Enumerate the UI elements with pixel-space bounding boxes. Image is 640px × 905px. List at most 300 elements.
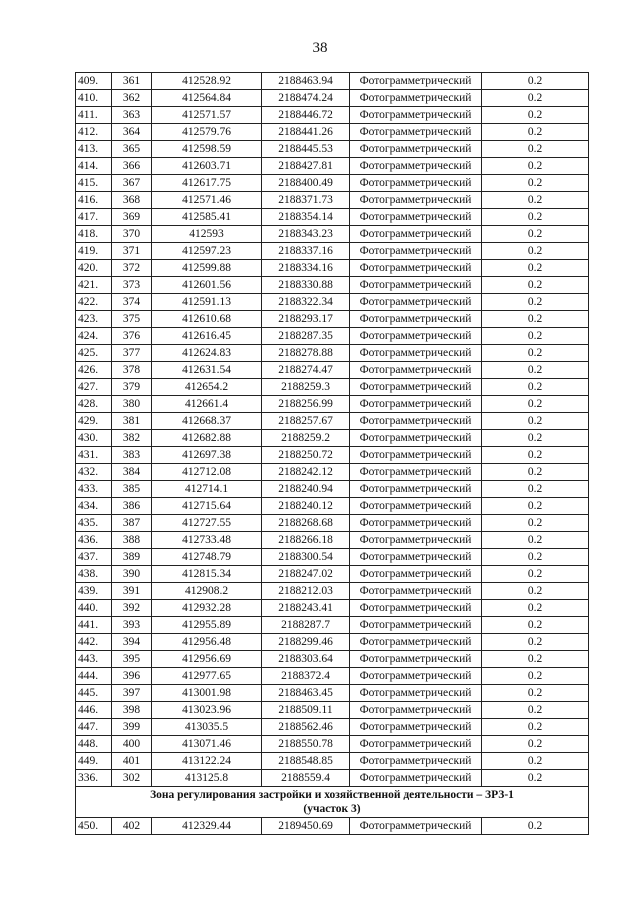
x-coordinate-cell: 412603.71 bbox=[152, 158, 262, 175]
row-number-cell: 427. bbox=[76, 379, 112, 396]
table-row bbox=[76, 736, 589, 753]
table-row bbox=[76, 702, 589, 719]
x-coordinate-cell: 412908.2 bbox=[152, 583, 262, 600]
x-coordinate-cell: 412593 bbox=[152, 226, 262, 243]
y-coordinate-cell: 2188259.3 bbox=[262, 379, 350, 396]
table-row bbox=[76, 413, 589, 430]
row-number-cell: 445. bbox=[76, 685, 112, 702]
row-number-cell: 418. bbox=[76, 226, 112, 243]
method-cell: Фотограмметрический bbox=[350, 498, 482, 515]
x-coordinate-cell: 412932.28 bbox=[152, 600, 262, 617]
y-coordinate-cell: 2188293.17 bbox=[262, 311, 350, 328]
x-coordinate-cell: 412585.41 bbox=[152, 209, 262, 226]
y-coordinate-cell: 2188240.12 bbox=[262, 498, 350, 515]
x-coordinate-cell: 412624.83 bbox=[152, 345, 262, 362]
method-cell: Фотограмметрический bbox=[350, 345, 482, 362]
point-number-cell: 374 bbox=[112, 294, 152, 311]
zone-title bbox=[76, 787, 589, 818]
row-number-cell: 416. bbox=[76, 192, 112, 209]
point-number-cell: 370 bbox=[112, 226, 152, 243]
table-row bbox=[76, 719, 589, 736]
accuracy-cell: 0.2 bbox=[482, 685, 589, 702]
row-number-cell: 429. bbox=[76, 413, 112, 430]
method-cell: Фотограмметрический bbox=[350, 617, 482, 634]
method-cell: Фотограмметрический bbox=[350, 447, 482, 464]
table-row bbox=[76, 73, 589, 90]
accuracy-cell: 0.2 bbox=[482, 294, 589, 311]
row-number-cell: 447. bbox=[76, 719, 112, 736]
point-number-cell: 394 bbox=[112, 634, 152, 651]
method-cell: Фотограмметрический bbox=[350, 362, 482, 379]
accuracy-cell: 0.2 bbox=[482, 141, 589, 158]
y-coordinate-cell: 2188427.81 bbox=[262, 158, 350, 175]
table-row bbox=[76, 175, 589, 192]
y-coordinate-cell: 2188278.88 bbox=[262, 345, 350, 362]
method-cell: Фотограмметрический bbox=[350, 243, 482, 260]
table-row bbox=[76, 328, 589, 345]
point-number-cell: 375 bbox=[112, 311, 152, 328]
point-number-cell: 386 bbox=[112, 498, 152, 515]
x-coordinate-cell: 412748.79 bbox=[152, 549, 262, 566]
accuracy-cell: 0.2 bbox=[482, 379, 589, 396]
y-coordinate-cell: 2188266.18 bbox=[262, 532, 350, 549]
point-number-cell: 387 bbox=[112, 515, 152, 532]
x-coordinate-cell: 413035.5 bbox=[152, 719, 262, 736]
row-number-cell: 438. bbox=[76, 566, 112, 583]
y-coordinate-cell: 2188322.34 bbox=[262, 294, 350, 311]
x-coordinate-cell: 412815.34 bbox=[152, 566, 262, 583]
point-number-cell: 388 bbox=[112, 532, 152, 549]
point-number-cell: 382 bbox=[112, 430, 152, 447]
point-number-cell: 373 bbox=[112, 277, 152, 294]
x-coordinate-cell: 412329.44 bbox=[152, 818, 262, 835]
y-coordinate-cell: 2188372.4 bbox=[262, 668, 350, 685]
x-coordinate-cell: 413023.96 bbox=[152, 702, 262, 719]
table-row bbox=[76, 549, 589, 566]
accuracy-cell: 0.2 bbox=[482, 277, 589, 294]
table-row bbox=[76, 158, 589, 175]
table-row bbox=[76, 685, 589, 702]
x-coordinate-cell: 412591.13 bbox=[152, 294, 262, 311]
x-coordinate-cell: 413071.46 bbox=[152, 736, 262, 753]
y-coordinate-cell: 2188562.46 bbox=[262, 719, 350, 736]
row-number-cell: 434. bbox=[76, 498, 112, 515]
x-coordinate-cell: 412956.69 bbox=[152, 651, 262, 668]
y-coordinate-cell: 2188243.41 bbox=[262, 600, 350, 617]
x-coordinate-cell: 412610.68 bbox=[152, 311, 262, 328]
method-cell: Фотограмметрический bbox=[350, 566, 482, 583]
accuracy-cell: 0.2 bbox=[482, 124, 589, 141]
table-row bbox=[76, 294, 589, 311]
accuracy-cell: 0.2 bbox=[482, 413, 589, 430]
row-number-cell: 439. bbox=[76, 583, 112, 600]
accuracy-cell: 0.2 bbox=[482, 260, 589, 277]
row-number-cell: 425. bbox=[76, 345, 112, 362]
row-number-cell: 440. bbox=[76, 600, 112, 617]
coordinates-table-body-after-zone bbox=[76, 818, 589, 835]
table-row bbox=[76, 447, 589, 464]
accuracy-cell: 0.2 bbox=[482, 719, 589, 736]
x-coordinate-cell: 412579.76 bbox=[152, 124, 262, 141]
table-row bbox=[76, 634, 589, 651]
point-number-cell: 398 bbox=[112, 702, 152, 719]
y-coordinate-cell: 2188212.03 bbox=[262, 583, 350, 600]
accuracy-cell: 0.2 bbox=[482, 498, 589, 515]
accuracy-cell: 0.2 bbox=[482, 311, 589, 328]
accuracy-cell: 0.2 bbox=[482, 107, 589, 124]
accuracy-cell: 0.2 bbox=[482, 447, 589, 464]
x-coordinate-cell: 412733.48 bbox=[152, 532, 262, 549]
table-row bbox=[76, 583, 589, 600]
row-number-cell: 430. bbox=[76, 430, 112, 447]
accuracy-cell: 0.2 bbox=[482, 328, 589, 345]
x-coordinate-cell: 412564.84 bbox=[152, 90, 262, 107]
y-coordinate-cell: 2188240.94 bbox=[262, 481, 350, 498]
row-number-cell: 409. bbox=[76, 73, 112, 90]
point-number-cell: 384 bbox=[112, 464, 152, 481]
table-row bbox=[76, 362, 589, 379]
accuracy-cell: 0.2 bbox=[482, 396, 589, 413]
x-coordinate-cell: 413001.98 bbox=[152, 685, 262, 702]
point-number-cell: 302 bbox=[112, 770, 152, 787]
x-coordinate-cell: 412597.23 bbox=[152, 243, 262, 260]
point-number-cell: 366 bbox=[112, 158, 152, 175]
table-row bbox=[76, 226, 589, 243]
point-number-cell: 392 bbox=[112, 600, 152, 617]
point-number-cell: 364 bbox=[112, 124, 152, 141]
method-cell: Фотограмметрический bbox=[350, 158, 482, 175]
row-number-cell: 443. bbox=[76, 651, 112, 668]
method-cell: Фотограмметрический bbox=[350, 260, 482, 277]
method-cell: Фотограмметрический bbox=[350, 107, 482, 124]
point-number-cell: 361 bbox=[112, 73, 152, 90]
method-cell: Фотограмметрический bbox=[350, 73, 482, 90]
point-number-cell: 381 bbox=[112, 413, 152, 430]
row-number-cell: 424. bbox=[76, 328, 112, 345]
row-number-cell: 432. bbox=[76, 464, 112, 481]
point-number-cell: 379 bbox=[112, 379, 152, 396]
method-cell: Фотограмметрический bbox=[350, 753, 482, 770]
y-coordinate-cell: 2188274.47 bbox=[262, 362, 350, 379]
method-cell: Фотограмметрический bbox=[350, 600, 482, 617]
method-cell: Фотограмметрический bbox=[350, 311, 482, 328]
accuracy-cell: 0.2 bbox=[482, 736, 589, 753]
y-coordinate-cell: 2188299.46 bbox=[262, 634, 350, 651]
accuracy-cell: 0.2 bbox=[482, 362, 589, 379]
y-coordinate-cell: 2188371.73 bbox=[262, 192, 350, 209]
point-number-cell: 362 bbox=[112, 90, 152, 107]
method-cell: Фотограмметрический bbox=[350, 668, 482, 685]
row-number-cell: 421. bbox=[76, 277, 112, 294]
y-coordinate-cell: 2188268.68 bbox=[262, 515, 350, 532]
row-number-cell: 435. bbox=[76, 515, 112, 532]
method-cell: Фотограмметрический bbox=[350, 685, 482, 702]
y-coordinate-cell: 2188550.78 bbox=[262, 736, 350, 753]
method-cell: Фотограмметрический bbox=[350, 634, 482, 651]
x-coordinate-cell: 412727.55 bbox=[152, 515, 262, 532]
y-coordinate-cell: 2188343.23 bbox=[262, 226, 350, 243]
point-number-cell: 399 bbox=[112, 719, 152, 736]
x-coordinate-cell: 412601.56 bbox=[152, 277, 262, 294]
y-coordinate-cell: 2188354.14 bbox=[262, 209, 350, 226]
accuracy-cell: 0.2 bbox=[482, 651, 589, 668]
point-number-cell: 380 bbox=[112, 396, 152, 413]
x-coordinate-cell: 413125.8 bbox=[152, 770, 262, 787]
point-number-cell: 377 bbox=[112, 345, 152, 362]
method-cell: Фотограмметрический bbox=[350, 702, 482, 719]
row-number-cell: 420. bbox=[76, 260, 112, 277]
point-number-cell: 391 bbox=[112, 583, 152, 600]
x-coordinate-cell: 412631.54 bbox=[152, 362, 262, 379]
y-coordinate-cell: 2188303.64 bbox=[262, 651, 350, 668]
point-number-cell: 367 bbox=[112, 175, 152, 192]
x-coordinate-cell: 412598.59 bbox=[152, 141, 262, 158]
table-row bbox=[76, 600, 589, 617]
y-coordinate-cell: 2188300.54 bbox=[262, 549, 350, 566]
method-cell: Фотограмметрический bbox=[350, 532, 482, 549]
method-cell: Фотограмметрический bbox=[350, 124, 482, 141]
accuracy-cell: 0.2 bbox=[482, 90, 589, 107]
method-cell: Фотограмметрический bbox=[350, 430, 482, 447]
accuracy-cell: 0.2 bbox=[482, 464, 589, 481]
row-number-cell: 414. bbox=[76, 158, 112, 175]
point-number-cell: 369 bbox=[112, 209, 152, 226]
table-row bbox=[76, 818, 589, 835]
method-cell: Фотограмметрический bbox=[350, 651, 482, 668]
method-cell: Фотограмметрический bbox=[350, 226, 482, 243]
zone-header-row bbox=[76, 787, 589, 818]
method-cell: Фотограмметрический bbox=[350, 277, 482, 294]
x-coordinate-cell: 412661.4 bbox=[152, 396, 262, 413]
table-row bbox=[76, 770, 589, 787]
point-number-cell: 390 bbox=[112, 566, 152, 583]
point-number-cell: 389 bbox=[112, 549, 152, 566]
accuracy-cell: 0.2 bbox=[482, 192, 589, 209]
accuracy-cell: 0.2 bbox=[482, 243, 589, 260]
point-number-cell: 395 bbox=[112, 651, 152, 668]
row-number-cell: 412. bbox=[76, 124, 112, 141]
table-row bbox=[76, 260, 589, 277]
method-cell: Фотограмметрический bbox=[350, 294, 482, 311]
row-number-cell: 441. bbox=[76, 617, 112, 634]
y-coordinate-cell: 2188463.94 bbox=[262, 73, 350, 90]
y-coordinate-cell: 2188463.45 bbox=[262, 685, 350, 702]
method-cell: Фотограмметрический bbox=[350, 209, 482, 226]
y-coordinate-cell: 2188334.16 bbox=[262, 260, 350, 277]
y-coordinate-cell: 2188474.24 bbox=[262, 90, 350, 107]
y-coordinate-cell: 2188256.99 bbox=[262, 396, 350, 413]
method-cell: Фотограмметрический bbox=[350, 141, 482, 158]
table-row bbox=[76, 515, 589, 532]
y-coordinate-cell: 2188287.35 bbox=[262, 328, 350, 345]
row-number-cell: 446. bbox=[76, 702, 112, 719]
point-number-cell: 376 bbox=[112, 328, 152, 345]
page-number: 38 bbox=[312, 40, 328, 56]
y-coordinate-cell: 2188400.49 bbox=[262, 175, 350, 192]
accuracy-cell: 0.2 bbox=[482, 566, 589, 583]
y-coordinate-cell: 2188446.72 bbox=[262, 107, 350, 124]
method-cell: Фотограмметрический bbox=[350, 90, 482, 107]
table-row bbox=[76, 141, 589, 158]
table-row bbox=[76, 124, 589, 141]
table-row bbox=[76, 209, 589, 226]
method-cell: Фотограмметрический bbox=[350, 719, 482, 736]
accuracy-cell: 0.2 bbox=[482, 515, 589, 532]
row-number-cell: 419. bbox=[76, 243, 112, 260]
row-number-cell: 437. bbox=[76, 549, 112, 566]
table-row bbox=[76, 566, 589, 583]
accuracy-cell: 0.2 bbox=[482, 73, 589, 90]
y-coordinate-cell: 2188445.53 bbox=[262, 141, 350, 158]
table-row bbox=[76, 532, 589, 549]
accuracy-cell: 0.2 bbox=[482, 226, 589, 243]
table-row bbox=[76, 498, 589, 515]
accuracy-cell: 0.2 bbox=[482, 668, 589, 685]
method-cell: Фотограмметрический bbox=[350, 481, 482, 498]
y-coordinate-cell: 2188509.11 bbox=[262, 702, 350, 719]
row-number-cell: 448. bbox=[76, 736, 112, 753]
accuracy-cell: 0.2 bbox=[482, 209, 589, 226]
accuracy-cell: 0.2 bbox=[482, 549, 589, 566]
method-cell: Фотограмметрический bbox=[350, 175, 482, 192]
row-number-cell: 444. bbox=[76, 668, 112, 685]
accuracy-cell: 0.2 bbox=[482, 634, 589, 651]
accuracy-cell: 0.2 bbox=[482, 583, 589, 600]
table-row bbox=[76, 277, 589, 294]
table-row bbox=[76, 753, 589, 770]
row-number-cell: 449. bbox=[76, 753, 112, 770]
table-row bbox=[76, 430, 589, 447]
y-coordinate-cell: 2188287.7 bbox=[262, 617, 350, 634]
y-coordinate-cell: 2188242.12 bbox=[262, 464, 350, 481]
method-cell: Фотограмметрический bbox=[350, 818, 482, 835]
x-coordinate-cell: 412712.08 bbox=[152, 464, 262, 481]
point-number-cell: 396 bbox=[112, 668, 152, 685]
y-coordinate-cell: 2188337.16 bbox=[262, 243, 350, 260]
accuracy-cell: 0.2 bbox=[482, 702, 589, 719]
table-row bbox=[76, 311, 589, 328]
x-coordinate-cell: 412668.37 bbox=[152, 413, 262, 430]
accuracy-cell: 0.2 bbox=[482, 617, 589, 634]
table-row bbox=[76, 481, 589, 498]
method-cell: Фотограмметрический bbox=[350, 328, 482, 345]
row-number-cell: 336. bbox=[76, 770, 112, 787]
x-coordinate-cell: 413122.24 bbox=[152, 753, 262, 770]
row-number-cell: 426. bbox=[76, 362, 112, 379]
y-coordinate-cell: 2188330.88 bbox=[262, 277, 350, 294]
method-cell: Фотограмметрический bbox=[350, 464, 482, 481]
x-coordinate-cell: 412616.45 bbox=[152, 328, 262, 345]
row-number-cell: 428. bbox=[76, 396, 112, 413]
row-number-cell: 433. bbox=[76, 481, 112, 498]
table-row bbox=[76, 464, 589, 481]
point-number-cell: 363 bbox=[112, 107, 152, 124]
table-row bbox=[76, 379, 589, 396]
point-number-cell: 372 bbox=[112, 260, 152, 277]
row-number-cell: 431. bbox=[76, 447, 112, 464]
row-number-cell: 450. bbox=[76, 818, 112, 835]
method-cell: Фотограмметрический bbox=[350, 583, 482, 600]
point-number-cell: 402 bbox=[112, 818, 152, 835]
point-number-cell: 397 bbox=[112, 685, 152, 702]
point-number-cell: 371 bbox=[112, 243, 152, 260]
table-row bbox=[76, 668, 589, 685]
zone-title-line2: (участок 3) bbox=[303, 803, 361, 815]
y-coordinate-cell: 2189450.69 bbox=[262, 818, 350, 835]
point-number-cell: 368 bbox=[112, 192, 152, 209]
row-number-cell: 411. bbox=[76, 107, 112, 124]
row-number-cell: 423. bbox=[76, 311, 112, 328]
method-cell: Фотограмметрический bbox=[350, 770, 482, 787]
y-coordinate-cell: 2188548.85 bbox=[262, 753, 350, 770]
x-coordinate-cell: 412617.75 bbox=[152, 175, 262, 192]
table-row bbox=[76, 396, 589, 413]
method-cell: Фотограмметрический bbox=[350, 396, 482, 413]
point-number-cell: 393 bbox=[112, 617, 152, 634]
x-coordinate-cell: 412571.57 bbox=[152, 107, 262, 124]
row-number-cell: 413. bbox=[76, 141, 112, 158]
accuracy-cell: 0.2 bbox=[482, 532, 589, 549]
table-row bbox=[76, 90, 589, 107]
point-number-cell: 401 bbox=[112, 753, 152, 770]
y-coordinate-cell: 2188259.2 bbox=[262, 430, 350, 447]
x-coordinate-cell: 412955.89 bbox=[152, 617, 262, 634]
zone-title-line1: Зона регулирования застройки и хозяйственной деятельности – ЗРЗ-1 bbox=[150, 789, 514, 801]
x-coordinate-cell: 412956.48 bbox=[152, 634, 262, 651]
x-coordinate-cell: 412599.88 bbox=[152, 260, 262, 277]
method-cell: Фотограмметрический bbox=[350, 192, 482, 209]
x-coordinate-cell: 412697.38 bbox=[152, 447, 262, 464]
point-number-cell: 400 bbox=[112, 736, 152, 753]
row-number-cell: 422. bbox=[76, 294, 112, 311]
row-number-cell: 410. bbox=[76, 90, 112, 107]
point-number-cell: 383 bbox=[112, 447, 152, 464]
x-coordinate-cell: 412715.64 bbox=[152, 498, 262, 515]
method-cell: Фотограмметрический bbox=[350, 515, 482, 532]
y-coordinate-cell: 2188441.26 bbox=[262, 124, 350, 141]
accuracy-cell: 0.2 bbox=[482, 481, 589, 498]
accuracy-cell: 0.2 bbox=[482, 175, 589, 192]
table-row bbox=[76, 345, 589, 362]
accuracy-cell: 0.2 bbox=[482, 345, 589, 362]
accuracy-cell: 0.2 bbox=[482, 430, 589, 447]
x-coordinate-cell: 412571.46 bbox=[152, 192, 262, 209]
accuracy-cell: 0.2 bbox=[482, 818, 589, 835]
accuracy-cell: 0.2 bbox=[482, 753, 589, 770]
table-row bbox=[76, 617, 589, 634]
table-row bbox=[76, 107, 589, 124]
accuracy-cell: 0.2 bbox=[482, 158, 589, 175]
x-coordinate-cell: 412654.2 bbox=[152, 379, 262, 396]
table-row bbox=[76, 651, 589, 668]
coordinates-table-body bbox=[76, 73, 589, 787]
x-coordinate-cell: 412682.88 bbox=[152, 430, 262, 447]
point-number-cell: 385 bbox=[112, 481, 152, 498]
row-number-cell: 417. bbox=[76, 209, 112, 226]
accuracy-cell: 0.2 bbox=[482, 600, 589, 617]
method-cell: Фотограмметрический bbox=[350, 413, 482, 430]
accuracy-cell: 0.2 bbox=[482, 770, 589, 787]
x-coordinate-cell: 412528.92 bbox=[152, 73, 262, 90]
row-number-cell: 415. bbox=[76, 175, 112, 192]
point-number-cell: 365 bbox=[112, 141, 152, 158]
row-number-cell: 436. bbox=[76, 532, 112, 549]
table-row bbox=[76, 192, 589, 209]
method-cell: Фотограмметрический bbox=[350, 736, 482, 753]
row-number-cell: 442. bbox=[76, 634, 112, 651]
method-cell: Фотограмметрический bbox=[350, 379, 482, 396]
coordinates-table bbox=[75, 72, 589, 835]
